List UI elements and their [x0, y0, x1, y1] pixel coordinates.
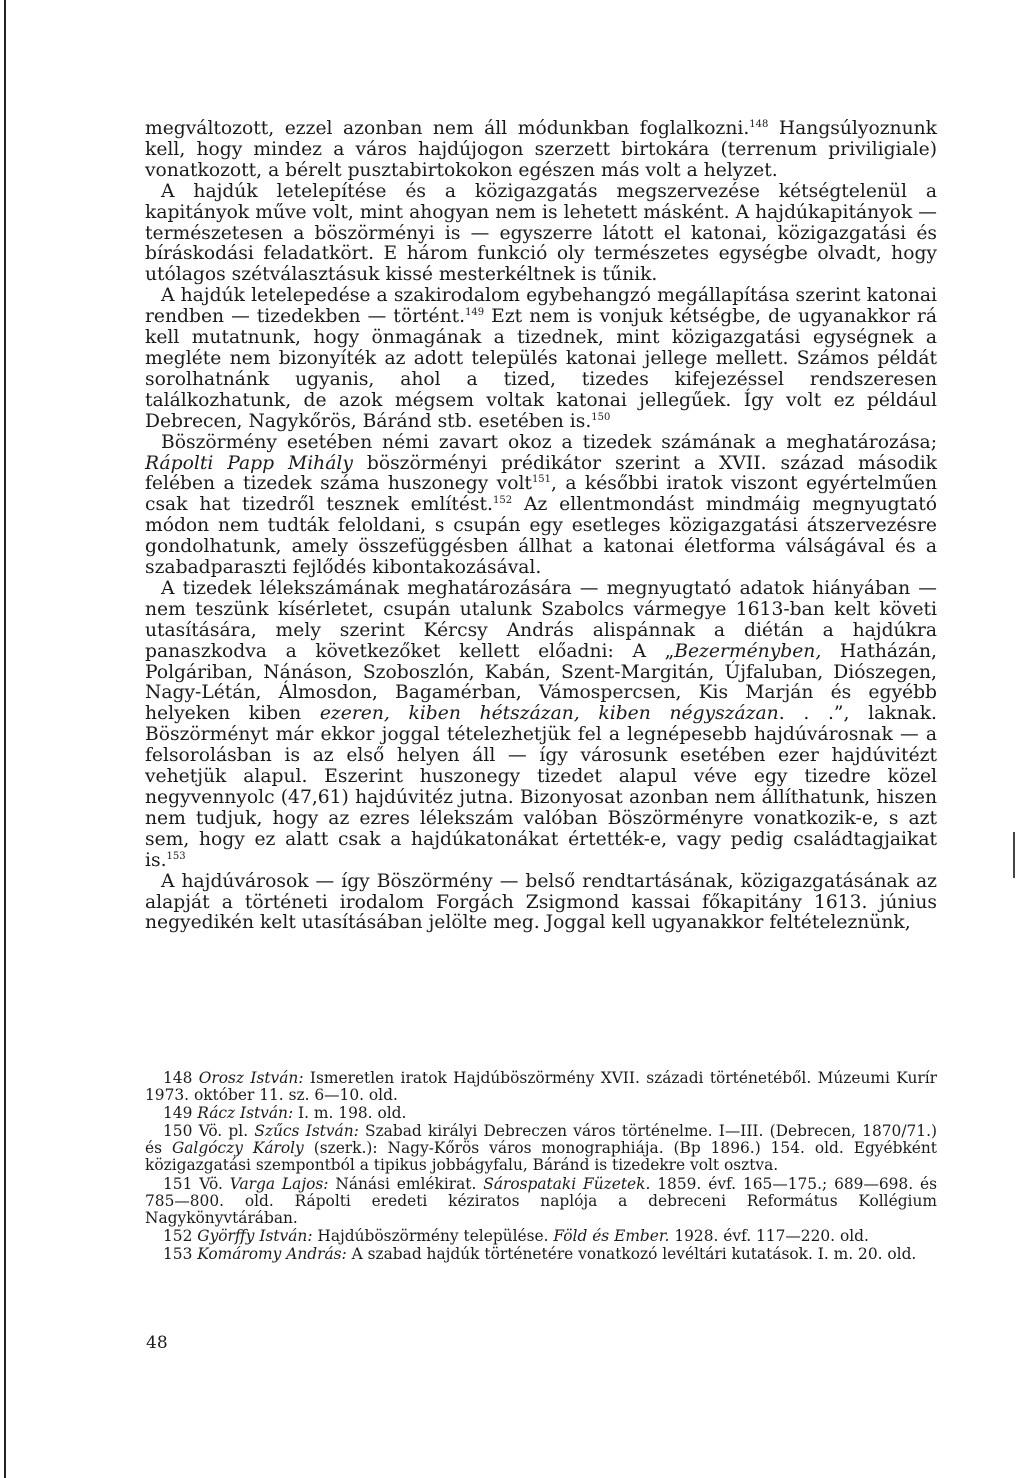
footnote: 151 Vö. Varga Lajos: Nánási emlékirat. Sárospataki Füzetek. 1859. évf. 165—175.; 689—698. és 785—800. old. Rápolti eredeti kéziratos naplója a debreceni Református Kollégium Nagykönyvtárában.: [145, 1174, 938, 1227]
footnotes: [145, 1070, 937, 1264]
body-text: [145, 119, 937, 934]
scan-edge-line: [4, 0, 6, 1478]
footnote: 149 Rácz István: I. m. 198. old.: [163, 1104, 407, 1123]
paragraph: A hajdúk letelepítése és a közigazgatás megszervezése kétségtelenül a kapitányok műve volt, mint ahogyan nem is lehetett másként. A hajdúkapitányok — természetesen a böszörményi is — egyszerre látott el katonai, közigazgatási és bíráskodási feladatkört. E három funkció oly természetes egységbe olvadt, hogy utólagos szétválasztásuk kissé mesterkéltnek is tűnik.: [145, 180, 937, 286]
page-number: 48: [146, 1333, 168, 1353]
footnote: 152 Györffy István: Hajdúböszörmény települése. Föld és Ember. 1928. évf. 117—220. old.: [163, 1226, 869, 1245]
footnote: 150 Vö. pl. Szűcs István: Szabad királyi Debreczen város történelme. I—III. (Debrecen, 1870/71.) és Galgóczy Károly (szerk.): Nagy-Kőrös város monographiája. (Bp 1896.) 154. old. Egyébként közigazgatási szempontból a tipikus jobbágyfalu, Báránd is tizedekre volt osztva.: [145, 1122, 937, 1175]
paragraph: A tizedek lélekszámának meghatározására — megnyugtató adatok hiányában — nem teszünk kísérletet, csupán utalunk Szabolcs vármegye 1613-ban kelt követi utasítására, mely szerint Kércsy András alispánnak a diétán a hajdúkra panaszkodva a következőket kellett előadni: A „Bezerményben, Hatházán, Polgáriban, Nánáson, Szoboszlón, Kabán, Szent-Margitán, Újfaluban, Diószegen, Nagy-Létán, Álmosdon, Bagamérban, Vámospercsen, Kis Marján és egyébb helyeken kiben ezeren, kiben hétszázan, kiben négyszázan. . .”, laknak. Böszörményt már ekkor joggal tételezhetjük fel a legnépesebb hajdúvárosnak — a felsorolásban is az első helyen áll — így városunk esetében ezer hajdúvitézt vehetjük alapul. Eszerint huszonegy tizedet alapul véve egy tizedre közel negyvennyolc (47,61) hajdúvitéz jutna. Bizonyosat azonban nem állíthatunk, hiszen nem tudjuk, hogy az ezres lélekszám valóban Böszörményre vonatkozik-e, s azt sem, hogy ez alatt csak a hajdúkatonákat értették-e, vagy pedig családtagjaikat is.$^{153}$: [145, 577, 937, 871]
paragraph: A hajdúvárosok — így Böszörmény — belső rendtartásának, közigazgatásának az alapját a történeti irodalom Forgách Zsigmond kassai főkapitány 1613. június negyedikén kelt utasításában jelölte meg. Joggal kell ugyanakkor feltételeznünk,: [145, 870, 937, 934]
paragraph: megváltozott, ezzel azonban nem áll módunkban foglalkozni.$^{148}$ Hangsúlyoznunk kell, hogy mindez a város hajdújogon szerzett birtokára (terrenum priviligiale) vonatkozott, a bérelt pusztabirtokokon egészen más volt a helyzet.: [145, 118, 937, 181]
paragraph: A hajdúk letelepedése a szakirodalom egybehangzó megállapítása szerint katonai rendben — tizedekben — történt.$^{149}$ Ezt nem is vonjuk kétségbe, de ugyanakkor rá kell mutatnunk, hogy önmagának a tizednek, mint közigazgatási egységnek a megléte nem bizonyíték az adott település katonai jellege mellett. Számos példát sorolhatnánk ugyanis, ahol a tized, tizedes kifejezéssel rendszeresen találkozhatunk, de azok mégsem voltak katonai jellegűek. Így volt ez például Debrecen, Nagykőrös, Báránd stb. esetében is.$^{150}$: [145, 285, 937, 432]
margin-mark: [1013, 832, 1015, 878]
footnote: 153 Komáromy András: A szabad hajdúk történetére vonatkozó levéltári kutatások. I. m. 20. old.: [163, 1244, 917, 1263]
footnote: 148 Orosz István: Ismeretlen iratok Hajdúböszörmény XVII. századi történetéből. Múzeumi Kurír 1973. október 11. sz. 6—10. old.: [145, 1069, 937, 1105]
paragraph: Böszörmény esetében némi zavart okoz a tizedek számának a meghatározása; Rápolti Papp Mihály böszörményi prédikátor szerint a XVII. század második felében a tizedek száma huszonegy volt$^{151}$, a későbbi iratok viszont egyértelműen csak hat tizedről tesznek említést.$^{152}$ Az ellentmondást mindmáig megnyugtató módon nem tudták feloldani, s csupán egy esetleges közigazgatási átszervezésre gondolhatunk, amely összefüggésben állhat a katonai életforma válságával és a szabadparaszti fejlődés kibontakozásával.: [145, 431, 938, 579]
